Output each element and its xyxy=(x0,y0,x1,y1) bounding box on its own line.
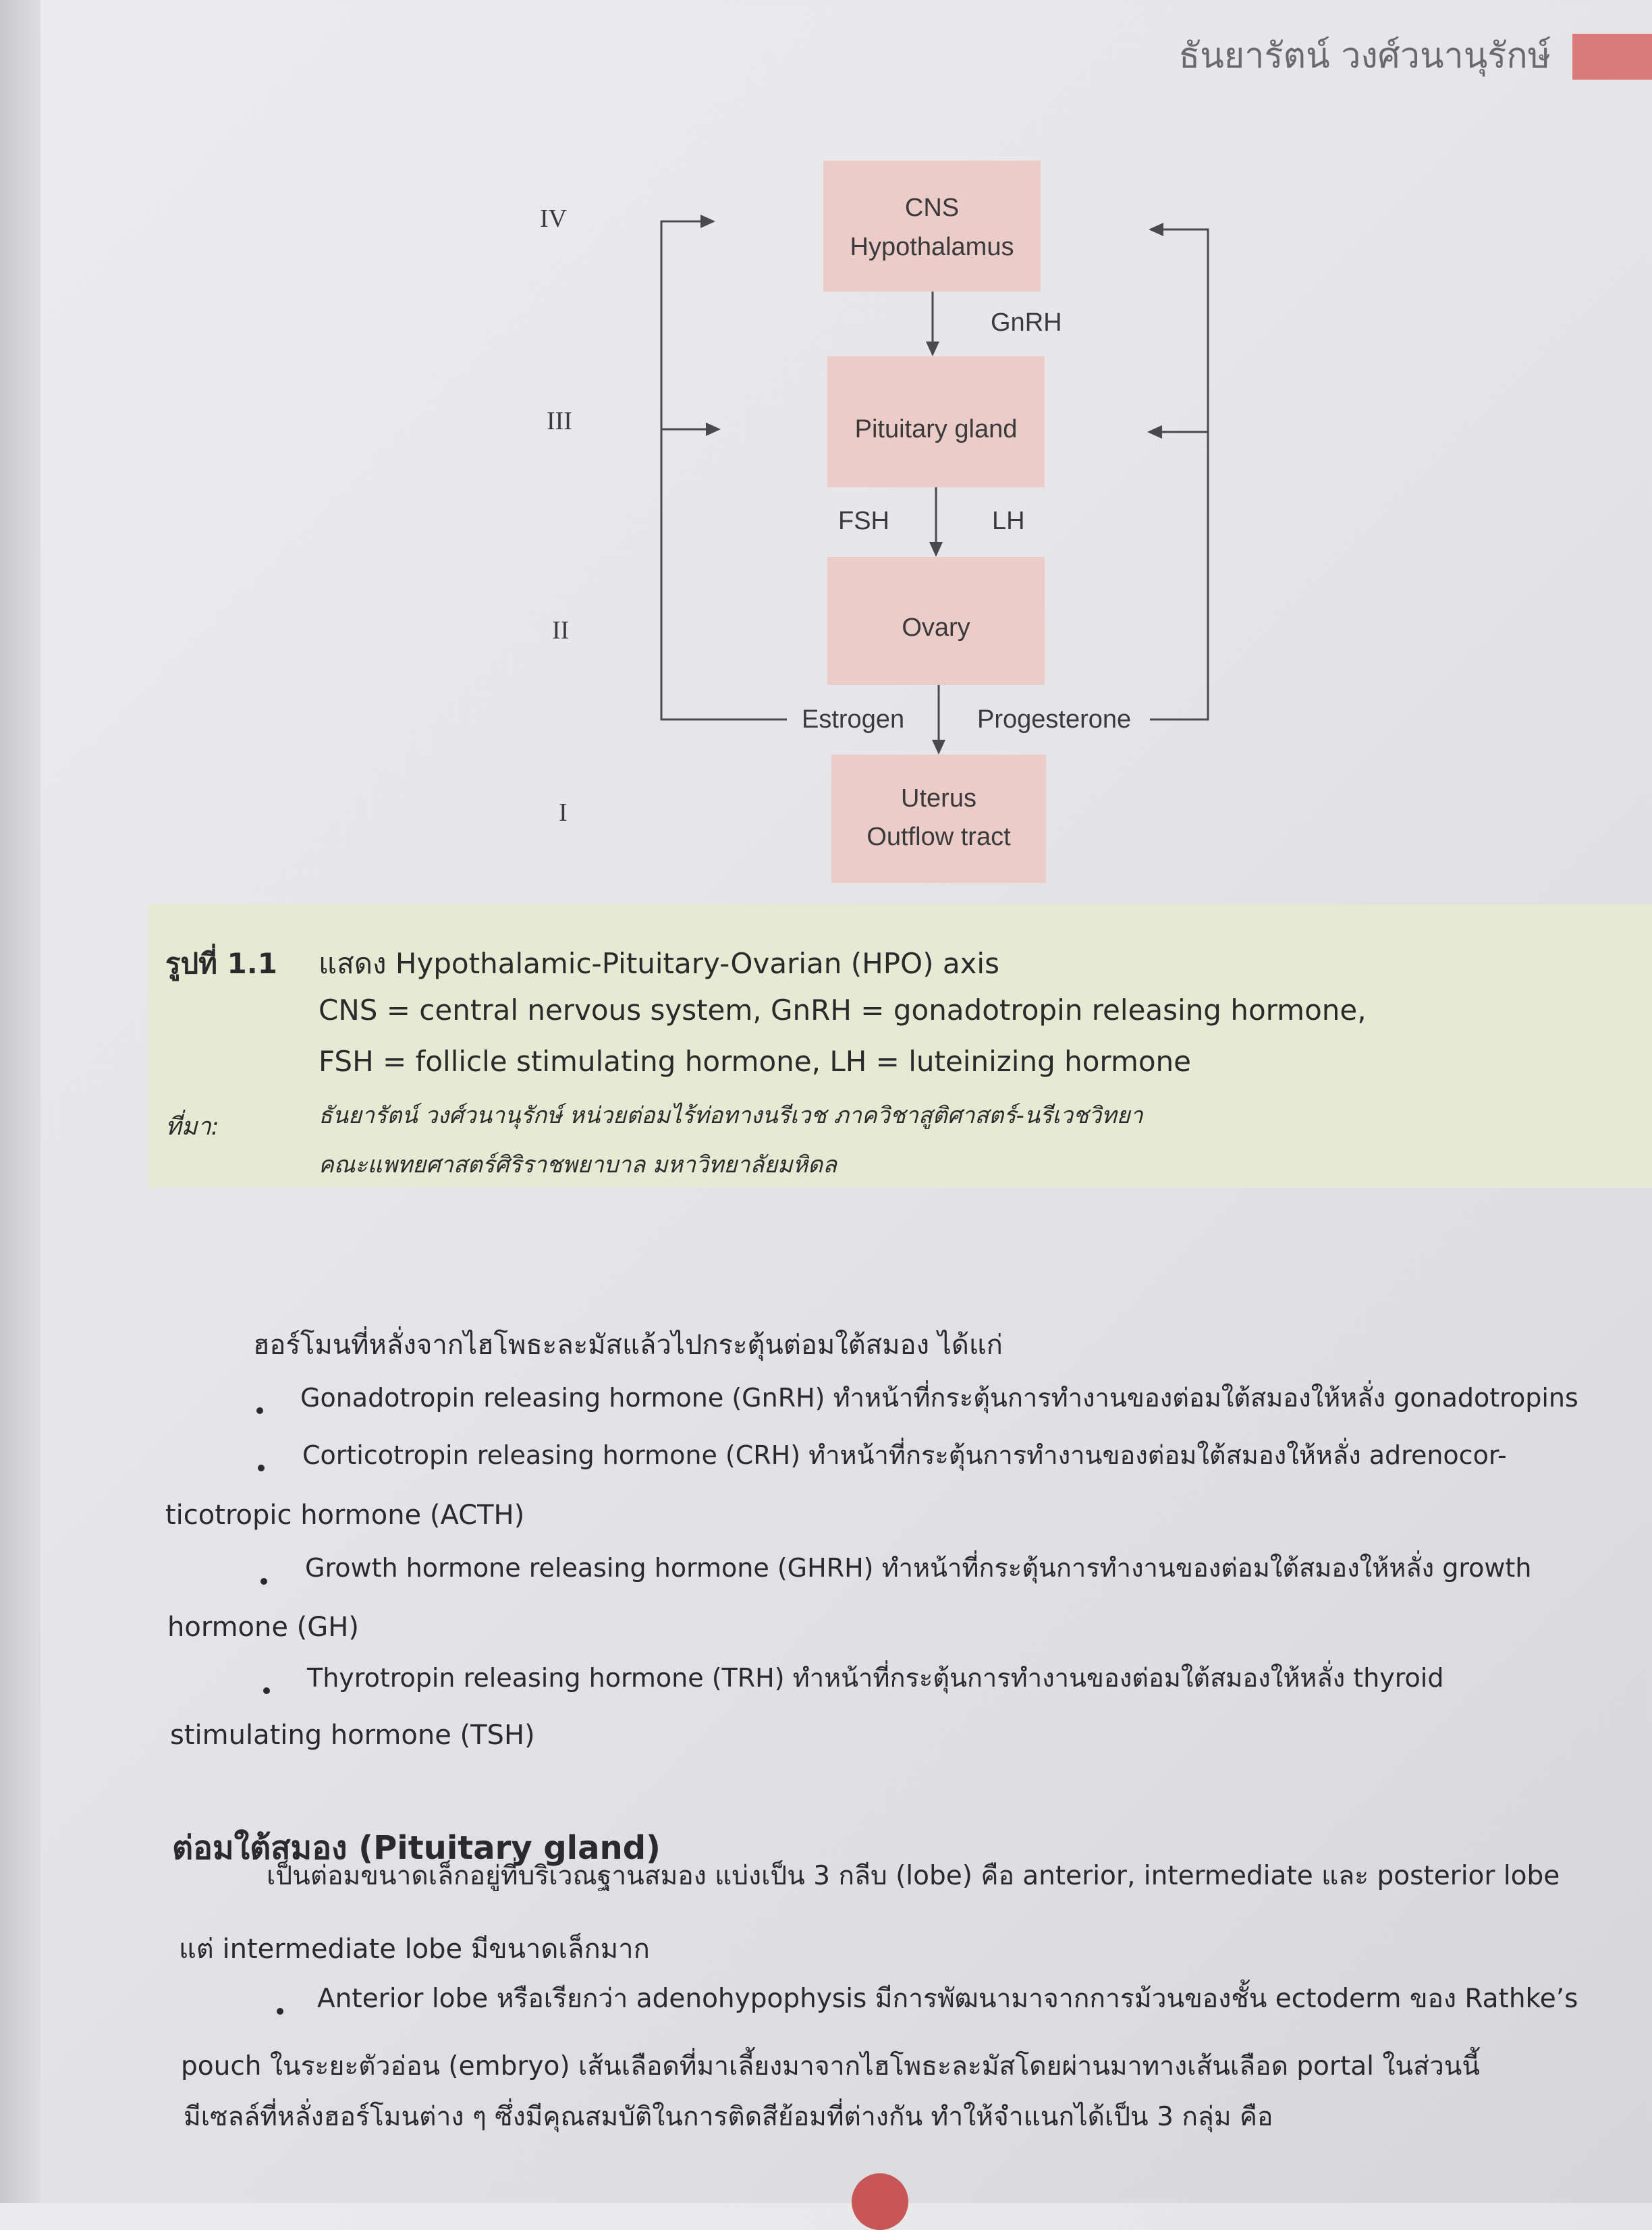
feedback-loop-left xyxy=(661,221,787,719)
section-heading-pituitary: ต่อมใต้สมอง (Pituitary gland) xyxy=(172,1829,661,1867)
feedback-loop-right xyxy=(1150,229,1208,719)
bullet-dot xyxy=(263,1687,270,1694)
caption-line-1: แสดง Hypothalamic-Pituitary-Ovarian (HPO) axis xyxy=(319,947,999,980)
level-iv-label: IV xyxy=(540,205,568,233)
bullet-dot xyxy=(256,1407,263,1414)
box-pituitary-label: Pituitary gland xyxy=(854,415,1018,443)
arrowhead-left-iv xyxy=(700,215,715,228)
caption-line-2: CNS = central nervous system, GnRH = gonadotropin releasing hormone, xyxy=(319,994,1367,1027)
bullet-dot xyxy=(277,2008,283,2015)
level-i-label: I xyxy=(559,798,568,827)
anterior-lobe-line3: มีเซลล์ที่หลั่งฮอร์โมนต่าง ๆ ซึ่งมีคุณสมบัติในการติดสีย้อมที่ต่างกัน ทำให้จำแนกได้เป็น 3 กลุ่ม คือ xyxy=(184,2102,1273,2132)
bullet-ghrh-line1: Growth hormone releasing hormone (GHRH) ทำหน้าที่กระตุ้นการทำงานของต่อมใต้สมองให้หลั่ง growth xyxy=(305,1553,1532,1583)
figure-number: รูปที่ 1.1 xyxy=(165,947,277,980)
box-uterus xyxy=(831,755,1046,883)
arrowhead-sex-steroids xyxy=(932,740,945,755)
bullet-dot xyxy=(258,1465,265,1471)
intro-paragraph: ฮอร์โมนที่หลั่งจากไฮโพธะละมัสแล้วไปกระตุ้นต่อมใต้สมอง ได้แก่ xyxy=(253,1330,1003,1361)
section-paragraph-line1: เป็นต่อมขนาดเล็กอยู่ที่บริเวณฐานสมอง แบ่งเป็น 3 กลีบ (lobe) คือ anterior, intermediate และ posterior lobe xyxy=(267,1861,1560,1891)
level-iii-label: III xyxy=(547,407,572,435)
bullet-gnrh-line1: Gonadotropin releasing hormone (GnRH) ทำหน้าที่กระตุ้นการทำงานของต่อมใต้สมองให้หลั่ง gonadotropins xyxy=(300,1383,1578,1413)
label-gnrh: GnRH xyxy=(991,308,1062,337)
label-progesterone: Progesterone xyxy=(977,705,1132,734)
bullet-trh-line2: stimulating hormone (TSH) xyxy=(170,1720,535,1751)
arrowhead-left-iii xyxy=(706,423,721,436)
bullet-dot xyxy=(260,1578,267,1585)
box-ovary-label: Ovary xyxy=(902,614,970,642)
bullet-ghrh-line2: hormone (GH) xyxy=(167,1612,359,1643)
section-paragraph-line2: แต่ intermediate lobe มีขนาดเล็กมาก xyxy=(179,1934,650,1965)
arrowhead-gnrh xyxy=(926,342,939,356)
label-fsh: FSH xyxy=(838,507,889,535)
box-hypothalamus-line2: Hypothalamus xyxy=(850,233,1014,261)
box-hypothalamus-line1: CNS xyxy=(904,194,960,222)
bullet-crh-line2: ticotropic hormone (ACTH) xyxy=(165,1500,525,1531)
label-lh: LH xyxy=(992,507,1025,535)
source-line-1: ธันยารัตน์ วงศ์วนานุรักษ์ หน่วยต่อมไร้ท่อทางนรีเวช ภาควิชาสูติศาสตร์-นรีเวชวิทยา xyxy=(319,1102,1143,1129)
hpo-axis-diagram xyxy=(0,0,1652,891)
running-header-author: ธันยารัตน์ วงศ์วนานุรักษ์ xyxy=(1178,36,1551,76)
source-label: ที่มา: xyxy=(165,1113,219,1141)
page-number-marker xyxy=(852,2173,908,2230)
bullet-crh-line1: Corticotropin releasing hormone (CRH) ทำหน้าที่กระตุ้นการทำงานของต่อมใต้สมองให้หลั่ง adrenocor- xyxy=(302,1440,1507,1470)
source-line-2: คณะแพทยศาสตร์ศิริราชพยาบาล มหาวิทยาลัยมหิดล xyxy=(319,1151,837,1178)
box-hypothalamus xyxy=(823,161,1041,292)
arrowhead-right-iii xyxy=(1147,425,1162,439)
level-ii-label: II xyxy=(552,616,570,645)
bullet-trh-line1: Thyrotropin releasing hormone (TRH) ทำหน้าที่กระตุ้นการทำงานของต่อมใต้สมองให้หลั่ง thyroid xyxy=(307,1663,1444,1693)
arrowhead-right-iv xyxy=(1149,223,1163,236)
box-uterus-line2: Outflow tract xyxy=(866,823,1011,851)
label-estrogen: Estrogen xyxy=(802,705,905,734)
arrowhead-gonadotropins xyxy=(929,542,943,557)
anterior-lobe-line1: Anterior lobe หรือเรียกว่า adenohypophysis มีการพัฒนามาจากการม้วนของชั้น ectoderm ของ Rathke’s xyxy=(317,1984,1578,2014)
anterior-lobe-line2: pouch ในระยะตัวอ่อน (embryo) เส้นเลือดที่มาเลี้ยงมาจากไฮโพธะละมัสโดยผ่านมาทางเส้นเลือด portal ในส่วนนี้ xyxy=(181,2051,1481,2082)
box-uterus-line1: Uterus xyxy=(901,784,976,813)
caption-line-3: FSH = follicle stimulating hormone, LH = luteinizing hormone xyxy=(319,1045,1192,1078)
